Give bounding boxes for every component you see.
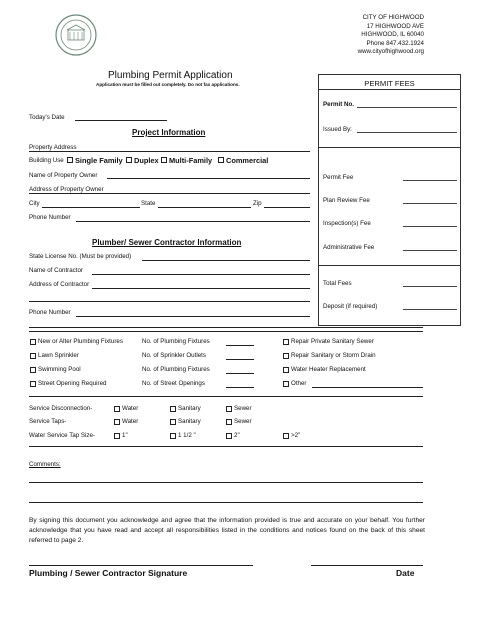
phone-label: Phone Number — [29, 214, 71, 221]
license-field[interactable] — [142, 260, 310, 261]
tap-size-label: Water Service Tap Size- — [29, 432, 96, 439]
water-heater-label: Water Heater Replacement — [291, 366, 366, 373]
no-fixtures2-label: No. of Plumbing Fixtures — [142, 366, 210, 373]
no-street-label: No. of Street Openings — [142, 380, 205, 387]
license-label: State License No. (Must be provided) — [29, 253, 132, 260]
permit-no-label: Permit No. — [323, 101, 354, 108]
signature-field[interactable] — [29, 565, 253, 566]
inspections-field[interactable] — [403, 226, 457, 227]
repair-sewer-label: Repair Private Sanitary Sewer — [291, 338, 374, 345]
contractor-phone-label: Phone Number — [29, 309, 71, 316]
deposit-label: Deposit (if required) — [323, 303, 378, 310]
multi-family-label: Multi-Family — [169, 156, 213, 165]
pool-checkbox[interactable] — [30, 367, 36, 373]
form-subtitle: Application must be filled out completely. Do not fax applications. — [96, 82, 240, 87]
work-divider — [29, 396, 423, 397]
deposit-field[interactable] — [403, 309, 457, 310]
taps-sanitary-checkbox[interactable] — [170, 419, 176, 425]
taps-label: Service Taps- — [29, 418, 67, 425]
zip-label: Zip — [253, 200, 262, 207]
single-family-checkbox[interactable] — [67, 157, 73, 163]
city-header — [358, 14, 424, 57]
total-fees-label: Total Fees — [323, 280, 352, 287]
admin-fee-label: Administrative Fee — [323, 244, 375, 251]
disconnect-water-label: Water — [122, 405, 139, 412]
permit-no-field[interactable] — [357, 107, 457, 108]
water-heater-checkbox[interactable] — [283, 367, 289, 373]
signature-label: Plumbing / Sewer Contractor Signature — [29, 568, 188, 578]
new-fixtures-label: New or Alter Plumbing Fixtures — [38, 338, 123, 345]
owner-name-label: Name of Property Owner — [29, 172, 98, 179]
plan-review-field[interactable] — [403, 203, 457, 204]
owner-address-label: Address of Property Owner — [29, 186, 104, 193]
size-gt2-label: >2" — [291, 432, 301, 439]
size-2-label: 2" — [234, 432, 240, 439]
contractor-phone-field[interactable] — [76, 316, 310, 317]
section-divider-2 — [29, 331, 423, 332]
size-1-label: 1" — [122, 432, 128, 439]
taps-sanitary-label: Sanitary — [178, 418, 201, 425]
service-divider — [29, 446, 423, 447]
lawn-label: Lawn Sprinkler — [38, 352, 79, 359]
total-fees-field[interactable] — [403, 286, 457, 287]
no-street-field[interactable] — [226, 387, 254, 388]
city-address: 17 HIGHWOOD AVE — [366, 22, 424, 30]
city-web: www.cityofhighwood.org — [357, 48, 424, 56]
contractor-address-field-2[interactable] — [29, 301, 310, 302]
no-fixtures2-field[interactable] — [226, 373, 254, 374]
taps-water-checkbox[interactable] — [114, 419, 120, 425]
disconnect-water-checkbox[interactable] — [114, 406, 120, 412]
permit-fee-field[interactable] — [403, 180, 457, 181]
pool-label: Swimming Pool — [38, 366, 81, 373]
no-fixtures-field[interactable] — [226, 345, 254, 346]
comments-line-2[interactable] — [29, 502, 423, 503]
size-1-checkbox[interactable] — [114, 433, 120, 439]
contractor-name-field[interactable] — [92, 274, 310, 275]
zip-field[interactable] — [264, 207, 310, 208]
taps-sewer-checkbox[interactable] — [226, 419, 232, 425]
permit-fees-box — [318, 74, 461, 326]
size-gt2-checkbox[interactable] — [283, 433, 289, 439]
state-field[interactable] — [158, 207, 251, 208]
property-address-label: Property Address — [29, 144, 77, 151]
contractor-name-label: Name of Contractor — [29, 267, 83, 274]
repair-drain-checkbox[interactable] — [283, 353, 289, 359]
duplex-label: Duplex — [134, 156, 159, 165]
agreement-text: By signing this document you acknowledge and agree that the information provided is true and accurate on your behalf. You further acknowledge that you have read and accept all responsibilities listed in the conditions and notices found on the back of this sheet referred to page 2. — [29, 517, 425, 544]
city-phone: Phone 847.432.1924 — [366, 39, 424, 47]
taps-sewer-label: Sewer — [234, 418, 252, 425]
admin-fee-field[interactable] — [403, 250, 457, 251]
no-sprinkler-label: No. of Sprinkler Outlets — [142, 352, 206, 359]
disconnect-label: Service Disconnection- — [29, 405, 93, 412]
inspections-label: Inspection(s) Fee — [323, 220, 371, 227]
phone-field[interactable] — [76, 221, 310, 222]
new-fixtures-checkbox[interactable] — [30, 339, 36, 345]
no-fixtures-label: No. of Plumbing Fixtures — [142, 338, 210, 345]
disconnect-sewer-label: Sewer — [234, 405, 252, 412]
duplex-checkbox[interactable] — [126, 157, 132, 163]
commercial-label: Commercial — [226, 156, 269, 165]
size-2-checkbox[interactable] — [226, 433, 232, 439]
other-label: Other — [291, 380, 307, 387]
form-title: Plumbing Permit Application — [108, 70, 233, 81]
commercial-checkbox[interactable] — [218, 157, 224, 163]
project-heading: Project Information — [132, 128, 206, 137]
date-signature-field[interactable] — [311, 565, 423, 566]
size-1-5-checkbox[interactable] — [170, 433, 176, 439]
taps-water-label: Water — [122, 418, 139, 425]
state-label: State — [141, 200, 156, 207]
contractor-address-label: Address of Contractor — [29, 281, 90, 288]
date-label: Today's Date — [29, 114, 65, 121]
issued-by-field[interactable] — [357, 132, 457, 133]
city-field[interactable] — [42, 207, 140, 208]
single-family-label: Single Family — [75, 156, 123, 165]
multi-family-checkbox[interactable] — [161, 157, 167, 163]
contractor-address-field[interactable] — [92, 288, 310, 289]
date-signature-label: Date — [396, 568, 415, 578]
city-label: City — [29, 200, 40, 207]
date-field[interactable] — [75, 120, 167, 121]
building-use-label: Building Use — [29, 157, 64, 164]
other-field[interactable] — [312, 387, 423, 388]
disconnect-sanitary-checkbox[interactable] — [170, 406, 176, 412]
plan-review-label: Plan Review Fee — [323, 197, 370, 204]
owner-name-field[interactable] — [107, 178, 310, 179]
no-sprinkler-field[interactable] — [226, 359, 254, 360]
section-divider — [29, 327, 423, 328]
owner-address-field[interactable] — [29, 193, 310, 194]
city-seal-logo — [55, 14, 97, 56]
city-name: CITY OF HIGHWOOD — [362, 14, 424, 21]
city-citystate: HIGHWOOD, IL 60040 — [361, 31, 424, 39]
other-checkbox[interactable] — [283, 381, 289, 387]
permit-fee-label: Permit Fee — [323, 174, 354, 181]
comments-line-1[interactable] — [29, 482, 423, 483]
disconnect-sewer-checkbox[interactable] — [226, 406, 232, 412]
repair-drain-label: Repair Sanitary or Storm Drain — [291, 352, 376, 359]
issued-by-label: Issued By: — [323, 126, 352, 133]
property-address-field[interactable] — [29, 151, 310, 152]
street-label: Street Opening Required — [38, 380, 107, 387]
street-checkbox[interactable] — [30, 381, 36, 387]
comments-label: Comments: — [29, 461, 61, 468]
repair-sewer-checkbox[interactable] — [283, 339, 289, 345]
size-1-5-label: 1 1/2 " — [178, 432, 196, 439]
fees-header: PERMIT FEES — [364, 79, 415, 88]
contractor-heading: Plumber/ Sewer Contractor Information — [92, 238, 242, 247]
lawn-checkbox[interactable] — [30, 353, 36, 359]
disconnect-sanitary-label: Sanitary — [178, 405, 201, 412]
